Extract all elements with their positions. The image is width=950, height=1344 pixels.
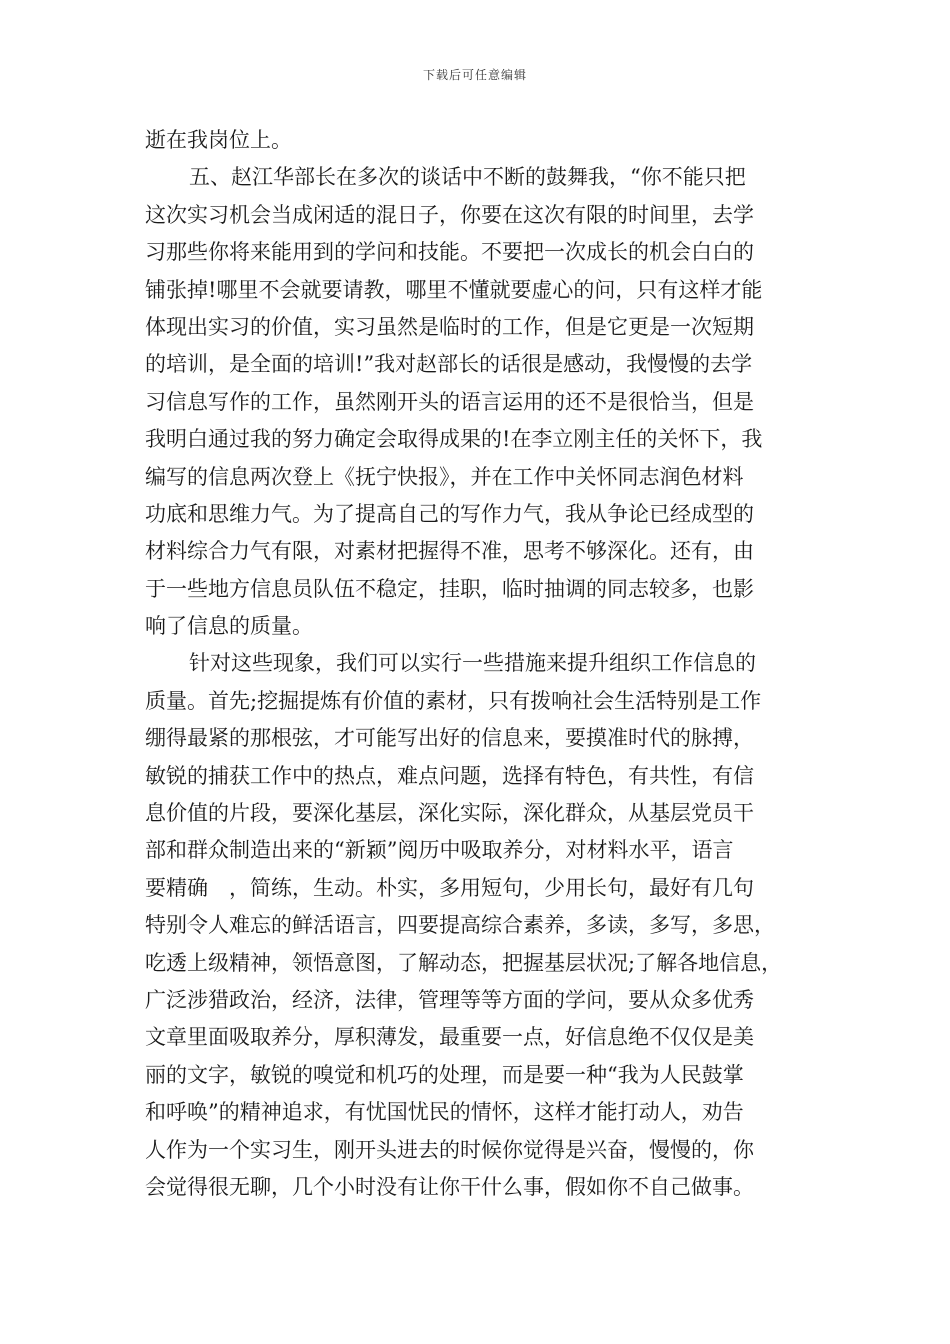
document-body: [145, 122, 809, 1206]
text-line: 要精确 ，简练，生动。朴实，多用短句，少用长句，最好有几句: [145, 875, 754, 900]
text-line: 丽的文字，敏锐的嗅觉和机巧的处理，而是要一种“我为人民鼓掌: [145, 1062, 744, 1087]
text-line: 于一些地方信息员队伍不稳定，挂职，临时抽调的同志较多，也影: [145, 576, 754, 601]
text-line: 逝在我岗位上。: [145, 128, 292, 152]
text-line: 编写的信息两次登上《抚宁快报》，并在工作中关怀同志润色材料: [145, 464, 744, 489]
text-line: 习那些你将来能用到的学问和技能。不要把一次成长的机会白白的: [145, 240, 754, 265]
text-line: 质量。首先;挖掘提炼有价值的素材，只有拨响社会生活特别是工作: [145, 688, 762, 713]
text-line: 绷得最紧的那根弦，才可能写出好的信息来，要摸准时代的脉搏，: [145, 726, 754, 751]
text-line: 响了信息的质量。: [145, 614, 313, 639]
text-line: 吃透上级精神，领悟意图，了解动态，把握基层状况;了解各地信息，: [145, 950, 783, 975]
text-line: 习信息写作的工作，虽然刚开头的语言运用的还不是很恰当，但是: [145, 389, 754, 414]
text-line: 息价值的片段，要深化基层，深化实际，深化群众，从基层党员干: [145, 801, 754, 826]
text-line: 体现出实习的价值，实习虽然是临时的工作，但是它更是一次短期: [145, 314, 754, 339]
text-line: 功底和思维力气。为了提高自己的写作力气，我从争论已经成型的: [145, 501, 754, 526]
paragraph-start-line: 针对这些现象，我们可以实行一些措施来提升组织工作信息的: [189, 651, 756, 676]
text-line: 铺张掉!哪里不会就要请教，哪里不懂就要虚心的问，只有这样才能: [145, 277, 763, 302]
text-line: 这次实习机会当成闲适的混日子，你要在这次有限的时间里，去学: [145, 202, 754, 227]
text-line: 文章里面吸取养分，厚积薄发，最重要一点，好信息绝不仅仅是美: [145, 1025, 754, 1050]
text-line: 人作为一个实习生，刚开头进去的时候你觉得是兴奋，慢慢的，你: [145, 1137, 754, 1162]
text-line: 部和群众制造出来的“新颖”阅历中吸取养分，对材料水平，语言: [145, 838, 734, 863]
text-line: 和呼唤”的精神追求，有忧国忧民的情怀，这样才能打动人，劝告: [145, 1100, 744, 1125]
text-line: 广泛涉猎政治，经济，法律，管理等等方面的学问，要从众多优秀: [145, 987, 754, 1012]
text-line: 我明白通过我的努力确定会取得成果的!在李立刚主任的关怀下，我: [145, 427, 763, 452]
text-line: 的培训，是全面的培训!”我对赵部长的话很是感动，我慢慢的去学: [145, 352, 753, 377]
text-line: 敏锐的捕获工作中的热点，难点问题，选择有特色，有共性，有信: [145, 763, 754, 788]
text-line: 会觉得很无聊，几个小时没有让你干什么事，假如你不自己做事。: [145, 1174, 754, 1199]
paragraph-start-line: 五、赵江华部长在多次的谈话中不断的鼓舞我，“你不能只把: [189, 165, 746, 190]
page-header: 下载后可任意编辑: [422, 68, 527, 82]
text-line: 特别令人难忘的鲜活语言，四要提高综合素养，多读，多写，多思，: [145, 913, 775, 938]
text-line: 材料综合力气有限，对素材把握得不准，思考不够深化。还有，由: [145, 539, 754, 564]
